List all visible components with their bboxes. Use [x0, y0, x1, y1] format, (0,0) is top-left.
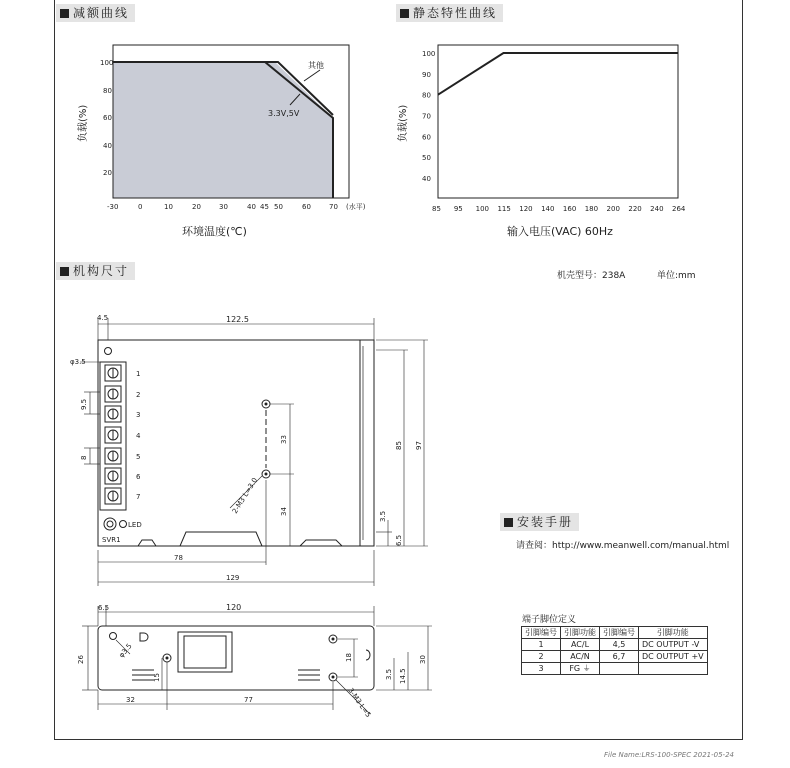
- static-xtick: 100: [475, 205, 490, 213]
- pin-cell: DC OUTPUT -V: [639, 639, 708, 651]
- static-xtick: 220: [628, 205, 642, 213]
- pin-cell: 3: [522, 663, 561, 675]
- terminal-number: 4: [136, 432, 141, 440]
- derating-xtick: 45: [260, 203, 269, 211]
- pin-cell: 1: [522, 639, 561, 651]
- terminal-number: 6: [136, 473, 141, 481]
- static-ytick: 80: [422, 91, 431, 100]
- screw-label: 2-M3 L=3.0: [230, 476, 260, 516]
- static-xtick: 115: [497, 205, 511, 213]
- dim-78: 78: [174, 554, 183, 562]
- static-ytick: 90: [422, 70, 431, 79]
- pin-table: [521, 626, 708, 675]
- side-view-drawing: [70, 600, 440, 730]
- derating-xtick: 30: [219, 203, 228, 211]
- static-ytick: 100: [422, 50, 436, 58]
- static-xtick: 200: [606, 205, 620, 213]
- derating-label-other: 其他: [308, 61, 324, 70]
- dim-4-5: 4.5: [97, 314, 109, 322]
- derating-ytick: 100: [100, 59, 114, 67]
- pin-cell: [639, 663, 708, 675]
- static-series-line: [438, 53, 678, 95]
- static-chart: [392, 20, 692, 250]
- dim-9-5: 9.5: [80, 398, 88, 410]
- pin-cell: AC/L: [561, 639, 600, 651]
- dim-97: 97: [415, 441, 423, 450]
- svr-label: SVR1: [102, 536, 121, 544]
- led-label: LED: [128, 521, 142, 529]
- derating-xtick: 20: [192, 203, 201, 211]
- section-mech: 机构尺寸: [56, 262, 135, 280]
- derating-ytick: 20: [103, 169, 112, 177]
- side-dim-30: 30: [419, 655, 427, 664]
- pin-cell: [600, 663, 639, 675]
- static-xtick: 180: [584, 205, 599, 213]
- side-dim-120: 120: [226, 603, 242, 612]
- static-xtick: 240: [650, 205, 664, 213]
- static-xtick: 140: [541, 205, 555, 213]
- static-xtick: 120: [519, 205, 533, 213]
- derating-ytick: 40: [103, 142, 112, 150]
- side-dim-77: 77: [244, 696, 253, 704]
- dim-6-5: 6.5: [395, 534, 403, 546]
- static-xtick: 160: [562, 205, 577, 213]
- pin-cell: 4,5: [600, 639, 639, 651]
- static-xtick: 264: [672, 205, 686, 213]
- footer-filename: File Name:LRS-100-SPEC 2021-05-24: [604, 751, 734, 759]
- side-dim-32: 32: [126, 696, 135, 704]
- terminal-number: 1: [136, 370, 141, 378]
- table-row: [522, 639, 708, 651]
- dim-33: 33: [280, 435, 288, 444]
- static-xlabel: 输入电压(VAC) 60Hz: [507, 225, 613, 238]
- side-dim-14-5: 14.5: [399, 668, 407, 684]
- pin-header: 引脚功能: [561, 627, 600, 639]
- dim-129: 129: [226, 574, 240, 582]
- derating-xtick: 50: [274, 203, 283, 211]
- pin-header: 引脚编号: [600, 627, 639, 639]
- dim-34: 34: [280, 507, 288, 516]
- derating-label-33v: 3.3V,5V: [268, 109, 300, 118]
- terminal-number: 7: [136, 493, 141, 501]
- derating-xtick: 0: [138, 203, 143, 211]
- dim-85: 85: [395, 441, 403, 450]
- dim-8: 8: [80, 455, 88, 460]
- dim-phi-3-5: φ3.5: [70, 358, 86, 366]
- unit-label: 单位:mm: [657, 271, 696, 281]
- derating-ytick: 60: [103, 114, 112, 122]
- derating-xtick: 70: [329, 203, 338, 211]
- derating-chart: [60, 20, 390, 250]
- pin-header: 引脚功能: [639, 627, 708, 639]
- static-ylabel: 负载(%): [398, 104, 409, 142]
- derating-xunit: (水平): [346, 203, 366, 211]
- derating-xtick: -30: [107, 203, 119, 211]
- derating-xtick: 10: [164, 203, 173, 211]
- terminal-number: 3: [136, 411, 141, 419]
- side-dim-3-5: 3.5: [385, 668, 393, 680]
- dim-3-5: 3.5: [379, 510, 387, 522]
- side-dim-6-5: 6.5: [98, 604, 110, 612]
- static-ytick: 40: [422, 175, 431, 183]
- side-dim-18: 18: [345, 653, 353, 662]
- derating-ytick: 80: [103, 87, 112, 95]
- terminal-number: 5: [136, 453, 141, 461]
- pin-cell: AC/N: [561, 651, 600, 663]
- install-link-text[interactable]: 请查阅：http://www.meanwell.com/manual.html: [516, 541, 730, 551]
- static-plot-frame: [438, 45, 678, 198]
- pin-table-header: [522, 627, 708, 639]
- derating-xlabel: 环境温度(℃): [182, 225, 247, 238]
- static-xtick: 85: [432, 205, 441, 213]
- pin-cell: 6,7: [600, 651, 639, 663]
- static-ytick: 70: [422, 112, 431, 121]
- side-dim-26: 26: [77, 655, 85, 664]
- pin-cell: FG ⏚: [561, 663, 600, 675]
- table-row: [522, 663, 708, 675]
- section-static: 静态特性曲线: [396, 4, 503, 22]
- derating-ylabel: 负载(%): [78, 104, 89, 142]
- dim-122-5: 122.5: [226, 315, 249, 324]
- pin-header: 引脚编号: [522, 627, 561, 639]
- side-dim-phi: φ3.5: [117, 642, 134, 660]
- static-ytick: 50: [422, 154, 431, 163]
- terminal-number: 2: [136, 391, 141, 399]
- static-ytick: 60: [422, 133, 431, 142]
- derating-xtick: 40: [247, 203, 256, 211]
- derating-xtick: 60: [302, 203, 311, 211]
- pin-table-title: 端子脚位定义: [522, 615, 577, 625]
- pin-cell: 2: [522, 651, 561, 663]
- table-row: [522, 651, 708, 663]
- pin-cell: DC OUTPUT +V: [639, 651, 708, 663]
- static-xticks: [432, 205, 686, 213]
- section-derating: 减额曲线: [56, 4, 135, 22]
- case-number: 机壳型号：238A: [557, 271, 626, 281]
- top-view-drawing: [70, 310, 440, 590]
- side-screw-label: 3-M3 L=5: [346, 686, 373, 719]
- static-yticks: [422, 50, 435, 183]
- side-dim-15: 15: [153, 673, 161, 682]
- static-xtick: 95: [453, 205, 463, 213]
- section-install: 安装手册: [500, 513, 579, 531]
